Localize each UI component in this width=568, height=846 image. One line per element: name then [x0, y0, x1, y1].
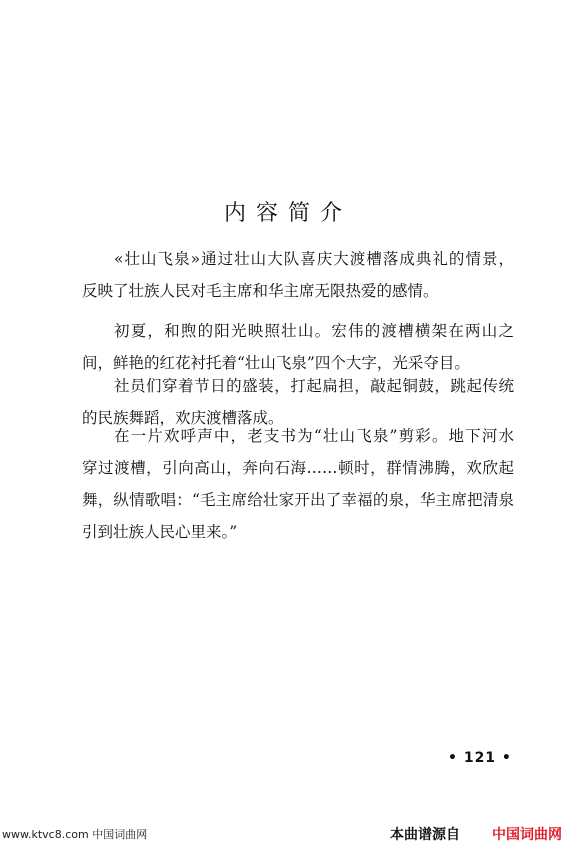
footer-url: www.ktvc8.com 中国词曲网 [2, 828, 148, 841]
footer-brand: 中国词曲网 [492, 827, 562, 843]
footer-source-label: 本曲谱源自 [390, 827, 460, 843]
paragraph-line: «壮山飞泉»通过壮山大队喜庆大渡槽落成典礼的情景， [114, 250, 514, 268]
paragraph-line: 在一片欢呼声中，老支书为“壮山飞泉”剪彩。地下河水 [114, 427, 514, 445]
paragraph-ribbon-cutting [82, 420, 514, 548]
paragraph-line: 社员们穿着节日的盛装，打起扁担，敲起铜鼓，跳起传统 [114, 377, 514, 395]
paragraph-summary [82, 243, 514, 307]
paragraph-line: 反映了壮族人民对毛主席和华主席无限热爱的感情。 [82, 282, 439, 300]
paragraph-line: 初夏，和煦的阳光映照壮山。宏伟的渡槽横架在两山之 [114, 322, 514, 340]
paragraph-line: 舞，纵情歌唱：“毛主席给壮家开出了幸福的泉，华主席把清泉 [82, 491, 514, 509]
paragraph-line: 穿过渡槽，引向高山，奔向石海……顿时，群情沸腾，欢欣起 [82, 459, 514, 477]
paragraph-line: 间，鲜艳的红花衬托着“壮山飞泉”四个大字，光采夺目。 [82, 354, 470, 372]
watermark-footer [0, 824, 568, 846]
paragraph-line: 的民族舞蹈，欢庆渡槽落成。 [82, 409, 284, 427]
paragraph-line: 引到壮族人民心里来。” [82, 523, 238, 541]
page-number: • 121 • [448, 750, 512, 766]
page-title: 内容简介 [223, 201, 352, 226]
